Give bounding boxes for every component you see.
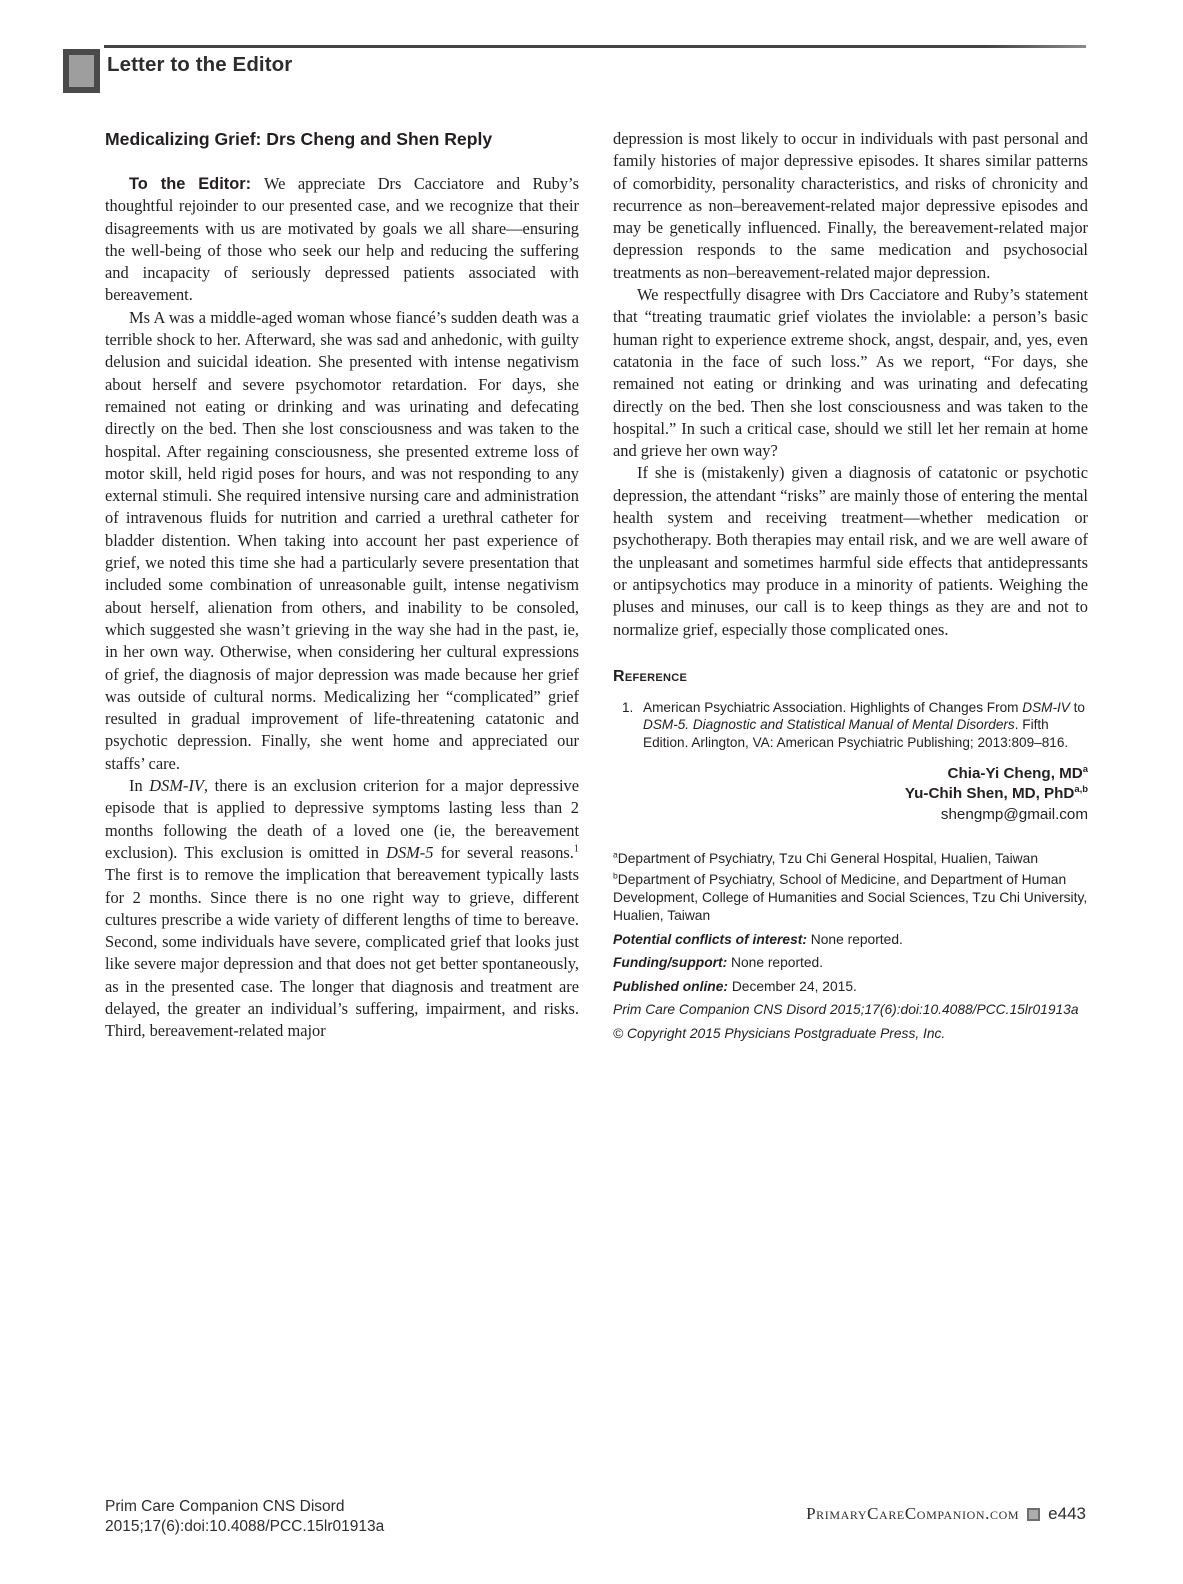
copyright-line: © Copyright 2015 Physicians Postgraduate Press, Inc. xyxy=(613,1025,946,1041)
journal-citation-line2: 2015;17(6):doi:10.4088/PCC.15lr01913a xyxy=(105,1518,385,1535)
author-block xyxy=(613,764,1088,826)
page-number: e443 xyxy=(1048,1504,1086,1523)
affiliation: $^b$Department of Psychiatry, School of Medicine, and Department of Human Development, College of Humanities and Social Sciences, Tzu Chi University, Hualien, Taiwan xyxy=(613,870,1088,924)
left-column xyxy=(105,128,579,1043)
section-banner xyxy=(0,0,1183,110)
reference-section xyxy=(613,668,1088,752)
right-column xyxy=(613,128,1088,1043)
funding-note: Funding/support: None reported. xyxy=(613,955,824,971)
article-paragraph: If she is (mistakenly) given a diagnosis of catatonic or psychotic depression, the attendant “risks” are mainly those of entering the mental health system and receiving treatment—whether medication or psychotherapy. Both therapies may entail risk, and we are well aware of the unpleasant and sometimes harmful side effects that antidepressants or antipsychotics may produce in a minority of patients. Weighing the pluses and minuses, our call is to keep things as they are and not to normalize grief, especially those complicated ones. xyxy=(613,463,1088,639)
square-bullet-icon xyxy=(63,49,100,93)
article-paragraph: depression is most likely to occur in individuals with past personal and family histories of major depressive episodes. It shares similar patterns of comorbidity, personality characteristics, and risks of chronicity and recurrence as non–bereavement-related major depressive episodes and may be genetically influenced. Finally, the bereavement-related major depression responds to the same medication and psychosocial treatments as non–bereavement-related major depression. xyxy=(613,129,1088,282)
reference-number: 1. xyxy=(622,699,634,715)
published-online-note: Published online: December 24, 2015. xyxy=(613,978,857,994)
author-name: Chia-Yi Cheng, $MD^a$ xyxy=(947,762,1088,782)
affiliations-block xyxy=(613,850,1088,1043)
article-paragraph: To the Editor: We appreciate Drs Cacciatore and Ruby’s thoughtful rejoinder to our presented case, and we recognize that their disagreements with us are motivated by goals we all share—ensuring the well-being of those who seek our help and reducing the suffering and incapacity of seriously depressed patients associated with bereavement. xyxy=(105,174,579,305)
article-paragraph: Ms A was a middle-aged woman whose fiancé’s sudden death was a terrible shock to her. Afterward, she was sad and anhedonic, with guilty delusion and suicidal ideation. She presented with intense negativism about herself and severe psychomotor retardation. For days, she remained not eating or drinking and was urinating and defecating directly on the bed. Then she lost consciousness and was taken to the hospital. After regaining consciousness, she presented extreme loss of motor skill, held rigid poses for hours, and was not responding to any external stimuli. She required intensive nursing care and administration of intravenous fluids for nutrition and carried a urethral catheter for bladder distention. When taking into account her past experience of grief, we noted this time she had a particularly severe presentation that included some combination of unreasonable guilt, intense negativism about herself, alienation from others, and inability to be consoled, which suggested she wasn’t grieving in the way she had in the past, ie, in her own way. Otherwise, when considering her cultural expressions of grief, the diagnosis of major depression was made because her grief was outside of cultural norms. Medicalizing her “complicated” grief resulted in gradual improvement of life-threatening catatonic and psychotic depression. Finally, she went home and appreciated our staffs’ care. xyxy=(105,307,579,773)
article-body xyxy=(105,128,1088,1043)
journal-citation-line1: Prim Care Companion CNS Disord xyxy=(105,1498,345,1515)
header-rule xyxy=(104,45,1086,48)
journal-citation xyxy=(105,1497,384,1537)
section-label: Letter to the Editor xyxy=(107,53,293,76)
conflicts-note: Potential conflicts of interest: None reported. xyxy=(613,931,903,947)
author-email: shengmp@gmail.com xyxy=(940,805,1088,823)
affiliation: $^a$Department of Psychiatry, Tzu Chi General Hospital, Hualien, Taiwan xyxy=(613,849,1038,867)
article-title: Medicalizing Grief: Drs Cheng and Shen Reply xyxy=(105,129,493,149)
author-name: Yu-Chih Shen, MD, PhD$^{a,b}$ xyxy=(904,783,1088,803)
footer-right xyxy=(806,1504,1086,1524)
article-paragraph: In DSM-IV, there is an exclusion criterion for a major depressive episode that is applied to depressive symptoms lasting less than 2 months following the death of a loved one (ie, the bereavement exclusion). This exclusion is omitted in DSM-5 for several reasons.$^1$ The first is to remove the implication that bereavement typically lasts for 2 months. Since there is no one right way to grieve, different cultures prescribe a wide variety of different lengths of time to bereave. Second, some individuals have severe, complicated grief that looks just like severe major depression and that does not get better spontaneously, as in the presented case. The longer that diagnosis and treatment are delayed, the greater an individual’s suffering, impairment, and risks. Third, bereavement-related major xyxy=(105,776,579,1041)
article-paragraph: We respectfully disagree with Drs Cacciatore and Ruby’s statement that “treating traumatic grief violates the inviolable: a person’s basic human right to experience extreme shock, angst, despair, and, yes, even catatonia in the face of such loss.” As we report, “For days, she remained not eating or drinking and was urinating and defecating directly on the bed. Then she lost consciousness and was taken to the hospital.” In such a critical case, should we still let her remain at home and grieve her own way? xyxy=(613,285,1088,461)
reference-item xyxy=(613,699,1088,752)
citation-line: Prim Care Companion CNS Disord 2015;17(6):doi:10.4088/PCC.15lr01913a xyxy=(613,1002,1079,1018)
footer-square-icon xyxy=(1027,1508,1040,1521)
reference-heading: Reference xyxy=(613,667,688,685)
reference-text: American Psychiatric Association. Highlights of Changes From DSM-IV to DSM-5. Diagnostic and Statistical Manual of Mental Disorders. Fifth Edition. Arlington, VA: American Psychiatric Publishing; 2013:809–816. xyxy=(643,699,1085,751)
site-name: PrimaryCareCompanion.com xyxy=(806,1504,1020,1523)
page-footer xyxy=(105,1497,1086,1537)
